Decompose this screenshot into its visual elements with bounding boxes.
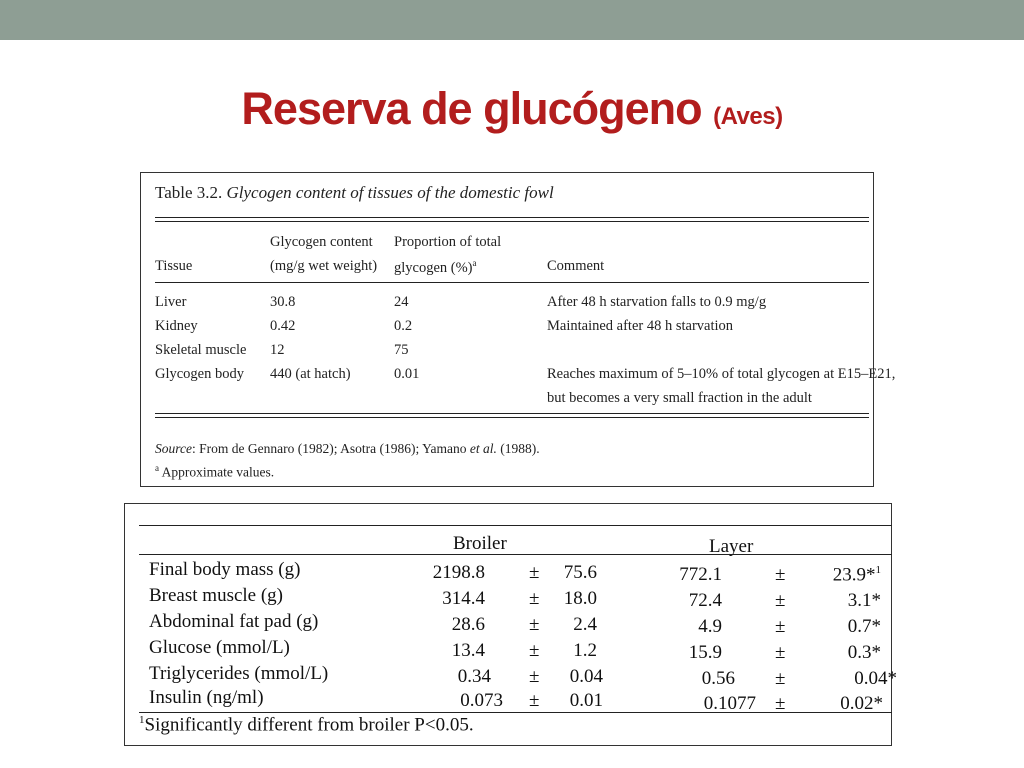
row-kidney-tissue: Kidney: [155, 318, 198, 334]
pm-sign: ±: [775, 616, 786, 637]
pm-sign: ±: [529, 690, 540, 711]
row-body-mass-label: Final body mass (g): [149, 559, 301, 580]
header-glycogen-line2: (mg/g wet weight): [270, 258, 378, 274]
row-fat-pad-broiler-sd: 2.4: [573, 614, 597, 635]
row-fat-pad-layer-sd: 0.7*: [847, 616, 881, 637]
header-rule: [155, 282, 869, 283]
table-footnote: $^a$ Approximate values.: [155, 463, 275, 480]
header-tissue: Tissue: [155, 258, 193, 274]
row-liver-glycogen: 30.8: [270, 294, 296, 310]
group-layer-header: Layer: [709, 536, 754, 557]
row-insulin-broiler-sd: 0.01: [569, 690, 603, 711]
row-glucose-label: Glucose (mmol/L): [149, 637, 290, 658]
table-caption-text: Glycogen content of tissues of the domestic fowl: [226, 183, 554, 202]
row-liver-tissue: Liver: [155, 294, 187, 310]
row-triglycerides-layer-sd: 0.04*: [854, 668, 897, 689]
row-glucose-broiler-mean: 13.4: [451, 640, 485, 661]
row-glycogen-body-proportion: 0.01: [394, 366, 420, 382]
header-comment: Comment: [547, 258, 605, 274]
row-glycogen-body-tissue: Glycogen body: [155, 366, 244, 382]
broiler-layer-table-figure: [124, 503, 897, 746]
row-insulin-label: Insulin (ng/ml): [149, 687, 264, 708]
row-triglycerides-broiler-mean: 0.34: [457, 666, 491, 687]
row-liver-proportion: 24: [394, 294, 409, 310]
row-insulin-layer-mean: 0.1077: [703, 693, 756, 714]
row-breast-layer-sd: 3.1*: [847, 590, 881, 611]
row-kidney-comment: Maintained after 48 h starvation: [547, 318, 734, 334]
row-muscle-glycogen: 12: [270, 342, 285, 358]
row-breast-broiler-mean: 314.4: [442, 588, 485, 609]
glycogen-table-figure: [140, 172, 896, 487]
pm-sign: ±: [529, 588, 540, 609]
pm-sign: ±: [529, 614, 540, 635]
row-fat-pad-label: Abdominal fat pad (g): [149, 611, 319, 632]
header-glycogen-line1: Glycogen content: [270, 234, 373, 250]
row-breast-label: Breast muscle (g): [149, 585, 284, 606]
slide-title-main: Reserva de glucógeno: [241, 83, 702, 134]
row-body-mass-layer-mean: 772.1: [679, 564, 722, 585]
pm-sign: ±: [775, 590, 786, 611]
row-breast-broiler-sd: 18.0: [563, 588, 597, 609]
header-proportion-line2: glycogen (%)$^a$: [394, 258, 477, 276]
table-caption: [155, 183, 554, 203]
slide-title: [0, 83, 1024, 134]
group-broiler-header: Broiler: [453, 533, 507, 554]
pm-sign: ±: [775, 668, 786, 689]
slide-title-sub: (Aves): [713, 103, 783, 130]
table2-top-rule: [139, 525, 892, 526]
header-proportion-line1: Proportion of total: [394, 234, 502, 250]
row-breast-layer-mean: 72.4: [688, 590, 722, 611]
row-glucose-layer-sd: 0.3*: [847, 642, 881, 663]
row-triglycerides-layer-mean: 0.56: [701, 668, 735, 689]
row-body-mass-layer-sd: 23.9*$^1$: [832, 564, 881, 586]
row-glucose-broiler-sd: 1.2: [573, 640, 597, 661]
row-insulin-layer-sd: 0.02*: [840, 693, 883, 714]
table2-footnote: $^1$Significantly different from broiler P<0.05.: [139, 714, 474, 736]
table-bottom-rule: [155, 413, 869, 418]
row-triglycerides-broiler-sd: 0.04: [569, 666, 603, 687]
pm-sign: ±: [529, 640, 540, 661]
row-liver-comment: After 48 h starvation falls to 0.9 mg/g: [547, 294, 767, 310]
row-glucose-layer-mean: 15.9: [688, 642, 722, 663]
table-source: Source: From de Gennaro (1982); Asotra (1986); Yamano et al. (1988).: [155, 441, 540, 456]
row-insulin-broiler-mean: 0.073: [460, 690, 503, 711]
row-glycogen-body-comment: Reaches maximum of 5–10% of total glycogen at E15–E21,: [547, 366, 896, 382]
row-glycogen-body-glycogen: 440 (at hatch): [270, 366, 351, 382]
table-top-rule: [155, 217, 869, 222]
row-muscle-tissue: Skeletal muscle: [155, 342, 247, 358]
row-kidney-proportion: 0.2: [394, 318, 413, 334]
pm-sign: ±: [529, 666, 540, 687]
table2-header-rule: [139, 554, 892, 555]
row-muscle-proportion: 75: [394, 342, 409, 358]
row-body-mass-broiler-sd: 75.6: [563, 562, 597, 583]
row-triglycerides-label: Triglycerides (mmol/L): [149, 663, 329, 684]
table-caption-prefix: Table 3.2.: [155, 183, 223, 202]
row-body-mass-broiler-mean: 2198.8: [432, 562, 485, 583]
top-accent-band: [0, 0, 1024, 40]
pm-sign: ±: [775, 564, 786, 585]
pm-sign: ±: [529, 562, 540, 583]
pm-sign: ±: [775, 693, 786, 714]
table2-bottom-rule: [139, 712, 892, 713]
pm-sign: ±: [775, 642, 786, 663]
row-fat-pad-broiler-mean: 28.6: [451, 614, 485, 635]
row-glycogen-body-comment-2: but becomes a very small fraction in the adult: [547, 390, 812, 406]
row-kidney-glycogen: 0.42: [270, 318, 296, 334]
row-fat-pad-layer-mean: 4.9: [698, 616, 722, 637]
